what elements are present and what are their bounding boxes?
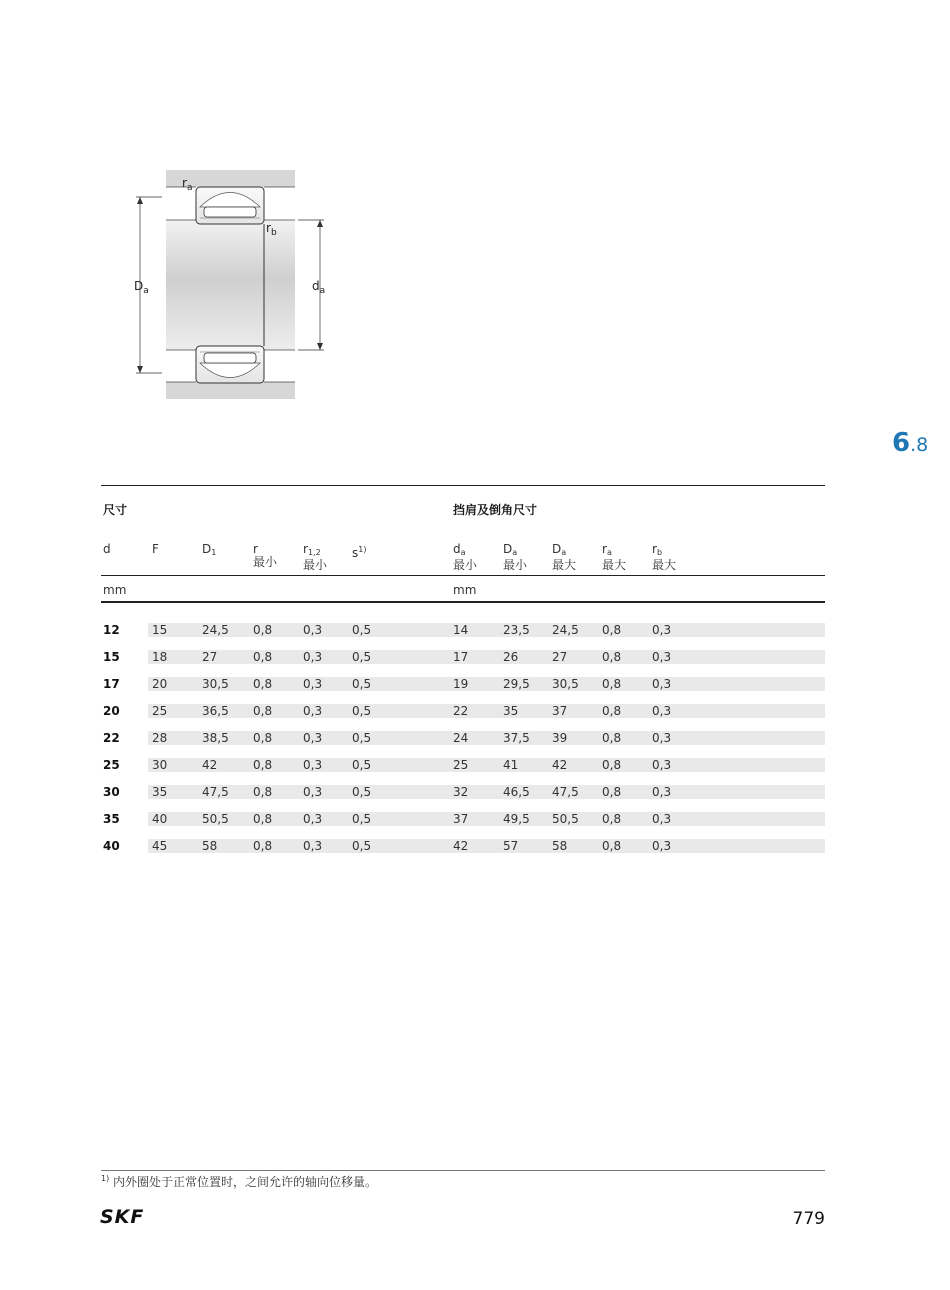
table-cell: 47,5 bbox=[552, 785, 579, 799]
table-cell: 20 bbox=[103, 704, 120, 718]
table-cell: 0,3 bbox=[652, 812, 672, 826]
table-cell: 0,8 bbox=[253, 704, 273, 718]
table-cell: 0,3 bbox=[303, 623, 323, 637]
table-row bbox=[148, 812, 825, 826]
unit-rule bbox=[101, 601, 825, 603]
table-cell: 25 bbox=[152, 704, 168, 718]
table-top-rule bbox=[101, 485, 825, 486]
table-cell: 37 bbox=[453, 812, 469, 826]
table-cell: 45 bbox=[152, 839, 168, 853]
table-cell: 0,5 bbox=[352, 758, 372, 772]
table-cell: 0,5 bbox=[352, 731, 372, 745]
table-cell: 35 bbox=[503, 704, 519, 718]
table-cell: 40 bbox=[152, 812, 168, 826]
footnote-rule bbox=[101, 1170, 825, 1171]
table-cell: 40 bbox=[103, 839, 120, 853]
table-cell: 0,3 bbox=[652, 623, 672, 637]
table-cell: 0,3 bbox=[303, 650, 323, 664]
table-cell: 42 bbox=[552, 758, 568, 772]
table-cell: 0,5 bbox=[352, 650, 372, 664]
table-cell: 0,3 bbox=[652, 704, 672, 718]
header-rule bbox=[101, 575, 825, 576]
table-row bbox=[148, 623, 825, 637]
table-cell: 50,5 bbox=[552, 812, 579, 826]
table-cell: 47,5 bbox=[202, 785, 229, 799]
table-cell: 19 bbox=[453, 677, 469, 691]
table-cell: 0,8 bbox=[602, 731, 622, 745]
table-cell: 0,8 bbox=[602, 812, 622, 826]
table-cell: 0,3 bbox=[652, 677, 672, 691]
table-cell: 30,5 bbox=[552, 677, 579, 691]
table-cell: 57 bbox=[503, 839, 519, 853]
table-cell: 24 bbox=[453, 731, 469, 745]
unit-left: mm bbox=[103, 583, 127, 597]
table-cell: 0,8 bbox=[253, 839, 273, 853]
table-cell: 0,5 bbox=[352, 812, 372, 826]
table-cell: 42 bbox=[202, 758, 218, 772]
table-cell: 58 bbox=[202, 839, 218, 853]
col-header-s: $s^{1)}$ bbox=[352, 545, 367, 560]
table-cell: 15 bbox=[103, 650, 120, 664]
col-header-r12: $r_{1,2}$ 最小 bbox=[303, 542, 328, 572]
col-header-ra-max: $r_a$ 最大 bbox=[602, 542, 627, 572]
table-cell: 36,5 bbox=[202, 704, 229, 718]
table-cell: 0,8 bbox=[602, 704, 622, 718]
table-row bbox=[148, 758, 825, 772]
table-cell: 0,8 bbox=[253, 785, 273, 799]
col-header-r: r 最小 bbox=[253, 542, 278, 569]
table-cell: 58 bbox=[552, 839, 568, 853]
table-cell: 0,5 bbox=[352, 704, 372, 718]
table-cell: 42 bbox=[453, 839, 469, 853]
table-cell: 30 bbox=[152, 758, 168, 772]
bearing-mounting-diagram bbox=[120, 160, 350, 410]
svg-text:rb: $r_b$ bbox=[266, 221, 277, 238]
table-cell: 0,8 bbox=[253, 731, 273, 745]
table-cell: 0,5 bbox=[352, 839, 372, 853]
group-header-dimensions: 尺寸 bbox=[103, 503, 128, 517]
table-cell: 35 bbox=[103, 812, 120, 826]
table-cell: 38,5 bbox=[202, 731, 229, 745]
table-cell: 18 bbox=[152, 650, 168, 664]
svg-text:SKF: SKF bbox=[100, 1206, 145, 1228]
table-cell: 0,8 bbox=[602, 785, 622, 799]
svg-text:ra: $r_a$ bbox=[182, 176, 193, 193]
table-cell: 0,3 bbox=[652, 758, 672, 772]
section-number: 6.8 bbox=[892, 428, 929, 458]
table-row bbox=[148, 839, 825, 853]
table-cell: 32 bbox=[453, 785, 469, 799]
table-cell: 0,5 bbox=[352, 623, 372, 637]
table-cell: 28 bbox=[152, 731, 168, 745]
table-cell: 0,3 bbox=[303, 677, 323, 691]
table-cell: 0,3 bbox=[303, 731, 323, 745]
table-cell: 0,8 bbox=[602, 650, 622, 664]
table-cell: 0,8 bbox=[602, 839, 622, 853]
table-cell: 0,3 bbox=[303, 812, 323, 826]
table-cell: 23,5 bbox=[503, 623, 530, 637]
table-cell: 37,5 bbox=[503, 731, 530, 745]
table-cell: 30 bbox=[103, 785, 120, 799]
table-cell: 0,3 bbox=[652, 785, 672, 799]
table-cell: 0,3 bbox=[652, 650, 672, 664]
table-cell: 0,3 bbox=[303, 839, 323, 853]
table-cell: 0,3 bbox=[303, 704, 323, 718]
col-header-da-min: $d_a$ 最小 bbox=[453, 542, 478, 572]
da-label: d bbox=[312, 279, 320, 293]
table-cell: 35 bbox=[152, 785, 168, 799]
table-cell: 0,3 bbox=[303, 785, 323, 799]
col-header-d: d bbox=[103, 542, 111, 556]
table-cell: 24,5 bbox=[202, 623, 229, 637]
table-cell: 14 bbox=[453, 623, 469, 637]
table-cell: 27 bbox=[202, 650, 218, 664]
table-cell: 0,8 bbox=[253, 623, 273, 637]
table-cell: 0,5 bbox=[352, 677, 372, 691]
table-row bbox=[148, 677, 825, 691]
col-header-rb-max: $r_b$ 最大 bbox=[652, 542, 677, 572]
col-header-Da-min: $D_a$ 最小 bbox=[503, 542, 528, 572]
table-cell: 0,3 bbox=[652, 839, 672, 853]
table-cell: 0,8 bbox=[253, 812, 273, 826]
table-cell: 0,8 bbox=[253, 650, 273, 664]
page-number: 779 bbox=[792, 1209, 825, 1229]
table-row bbox=[148, 785, 825, 799]
table-cell: 20 bbox=[152, 677, 168, 691]
table-cell: 0,8 bbox=[253, 677, 273, 691]
skf-logo bbox=[100, 1206, 162, 1228]
table-cell: 50,5 bbox=[202, 812, 229, 826]
col-header-Da-max: $D_a$ 最大 bbox=[552, 542, 577, 572]
table-cell: 0,3 bbox=[652, 731, 672, 745]
table-cell: 0,5 bbox=[352, 785, 372, 799]
table-row bbox=[148, 731, 825, 745]
Da-label: D bbox=[134, 279, 144, 293]
group-header-abutment: 挡肩及倒角尺寸 bbox=[453, 503, 538, 517]
col-header-D1: $D_1$ bbox=[202, 542, 217, 557]
table-cell: 0,8 bbox=[602, 758, 622, 772]
table-cell: 37 bbox=[552, 704, 568, 718]
table-cell: 25 bbox=[103, 758, 120, 772]
table-cell: 24,5 bbox=[552, 623, 579, 637]
table-cell: 22 bbox=[103, 731, 120, 745]
footnote: $^{1)}$ 内外圈处于正常位置时，之间允许的轴向位移量。 bbox=[101, 1174, 378, 1189]
table-cell: 0,3 bbox=[303, 758, 323, 772]
table-cell: 0,8 bbox=[253, 758, 273, 772]
table-cell: 46,5 bbox=[503, 785, 530, 799]
svg-text:Da: $D_a$ bbox=[134, 279, 149, 296]
table-cell: 0,8 bbox=[602, 623, 622, 637]
unit-right: mm bbox=[453, 583, 477, 597]
col-header-F: F bbox=[152, 542, 159, 556]
table-cell: 27 bbox=[552, 650, 568, 664]
table-cell: 49,5 bbox=[503, 812, 530, 826]
table-cell: 17 bbox=[453, 650, 469, 664]
table-cell: 39 bbox=[552, 731, 568, 745]
table-cell: 17 bbox=[103, 677, 120, 691]
svg-text:da: $d_a$ bbox=[312, 279, 326, 296]
ra-label: r bbox=[182, 176, 187, 190]
table-cell: 0,8 bbox=[602, 677, 622, 691]
table-cell: 29,5 bbox=[503, 677, 530, 691]
table-cell: 26 bbox=[503, 650, 519, 664]
table-cell: 22 bbox=[453, 704, 469, 718]
table-cell: 12 bbox=[103, 623, 120, 637]
rb-label: r bbox=[266, 221, 271, 235]
table-cell: 25 bbox=[453, 758, 469, 772]
table-cell: 41 bbox=[503, 758, 519, 772]
table-cell: 30,5 bbox=[202, 677, 229, 691]
table-row bbox=[148, 650, 825, 664]
table-row bbox=[148, 704, 825, 718]
table-cell: 15 bbox=[152, 623, 168, 637]
